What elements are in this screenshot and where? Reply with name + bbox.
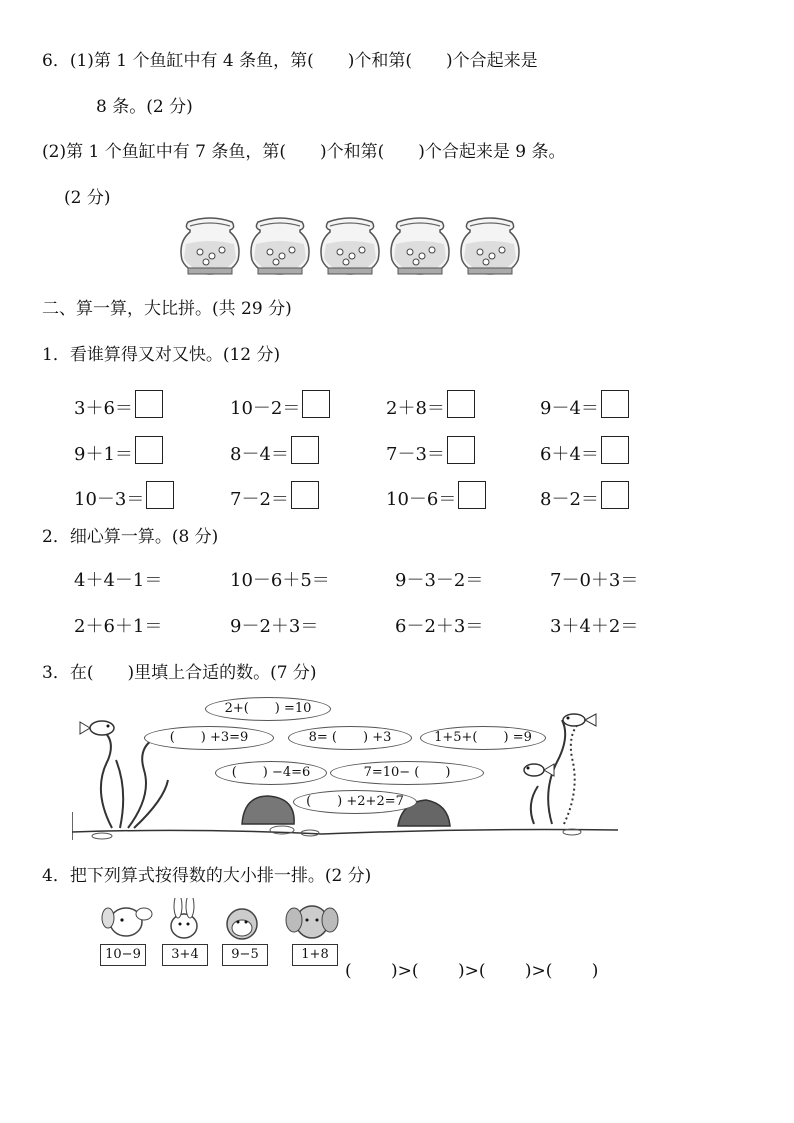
q3-title: 3．在( )里填上合适的数。(7 分) (42, 663, 317, 683)
answer-box[interactable] (447, 390, 475, 418)
expression-card: 3+4 (162, 944, 208, 966)
q1-eq-3-4: 8－2＝ (540, 481, 629, 511)
answer-box[interactable] (135, 390, 163, 418)
q6-line3: (2)第 1 个鱼缸中有 7 条鱼，第( )个和第( )个合起来是 9 条。 (42, 142, 566, 162)
q1-eq-3-3: 10－6＝ (386, 481, 486, 511)
q6-line2: 8 条。(2 分) (96, 97, 193, 117)
q1-eq-1-4: 9－4＝ (540, 390, 629, 420)
answer-box[interactable] (458, 481, 486, 509)
q4-title: 4．把下列算式按得数的大小排一排。(2 分) (42, 866, 372, 886)
answer-box[interactable] (291, 436, 319, 464)
fill-blank-oval[interactable]: ( ) −4=6 (215, 761, 327, 785)
q4-answer-line[interactable]: ( )>( )>( )>( ) (345, 961, 599, 981)
answer-box[interactable] (146, 481, 174, 509)
fill-blank-oval[interactable]: 2+( ) =10 (205, 697, 331, 721)
expression-card: 1+8 (292, 944, 338, 966)
q1-eq-2-3: 7－3＝ (386, 436, 475, 466)
fill-blank-oval[interactable]: ( ) +3=9 (144, 726, 274, 750)
q1-eq-2-4: 6＋4＝ (540, 436, 629, 466)
fill-blank-oval[interactable]: 7=10− ( ) (330, 761, 484, 785)
q1-eq-2-1: 9＋1＝ (74, 436, 163, 466)
answer-box[interactable] (291, 481, 319, 509)
answer-box[interactable] (601, 390, 629, 418)
answer-box[interactable] (601, 481, 629, 509)
q6-line1: 6．(1)第 1 个鱼缸中有 4 条鱼，第( )个和第( )个合起来是 (42, 51, 538, 71)
q2-eq-1-2: 10－6＋5＝ (230, 570, 330, 591)
fill-blank-oval[interactable]: 8= ( ) +3 (288, 726, 412, 750)
answer-box[interactable] (447, 436, 475, 464)
q2-eq-1-4: 7－0＋3＝ (550, 570, 639, 591)
expression-card: 9−5 (222, 944, 268, 966)
q2-eq-2-1: 2＋6＋1＝ (74, 616, 163, 637)
q1-eq-2-2: 8－4＝ (230, 436, 319, 466)
q2-eq-1-1: 4＋4－1＝ (74, 570, 163, 591)
q6-line4: (2 分) (64, 188, 111, 208)
expression-card: 10−9 (100, 944, 146, 966)
q1-eq-1-1: 3＋6＝ (74, 390, 163, 420)
q1-eq-3-2: 7－2＝ (230, 481, 319, 511)
fill-blank-oval[interactable]: ( ) +2+2=7 (293, 790, 417, 814)
animal-heads-illustration (100, 898, 350, 944)
section2-title: 二、算一算，大比拼。(共 29 分) (42, 299, 292, 319)
q2-eq-2-4: 3＋4＋2＝ (550, 616, 639, 637)
answer-box[interactable] (601, 436, 629, 464)
q1-eq-3-1: 10－3＝ (74, 481, 174, 511)
q1-eq-1-2: 10－2＝ (230, 390, 330, 420)
answer-box[interactable] (135, 436, 163, 464)
q2-eq-1-3: 9－3－2＝ (395, 570, 484, 591)
q2-eq-2-2: 9－2＋3＝ (230, 616, 319, 637)
fish-bowls-illustration (180, 214, 530, 278)
q1-title: 1．看谁算得又对又快。(12 分) (42, 345, 281, 365)
q1-eq-1-3: 2＋8＝ (386, 390, 475, 420)
q2-eq-2-3: 6－2＋3＝ (395, 616, 484, 637)
answer-box[interactable] (302, 390, 330, 418)
fill-blank-oval[interactable]: 1+5+( ) =9 (420, 726, 546, 750)
q2-title: 2．细心算一算。(8 分) (42, 527, 219, 547)
